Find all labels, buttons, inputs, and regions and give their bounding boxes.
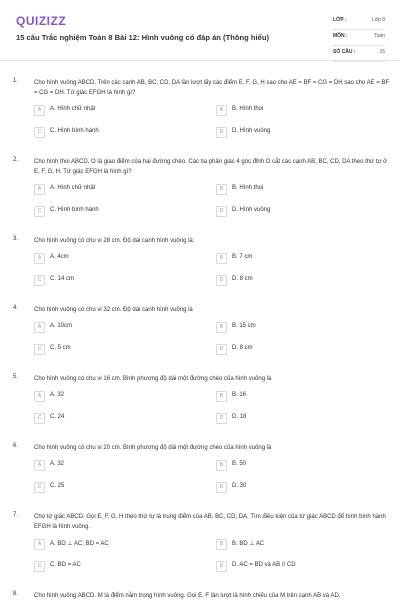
option-text: D. 30: [232, 483, 247, 489]
option-text: A. 4cm: [50, 254, 69, 260]
meta-row-class: [333, 14, 385, 30]
answer-options: [34, 253, 394, 297]
option-letter-box: B: [216, 105, 227, 116]
quizizz-logo: QUIZIZZ: [16, 14, 67, 28]
option-text: D. Hình vuông: [232, 207, 271, 213]
question-number: 2.: [13, 157, 19, 163]
question-text: Cho hình vuông có chu vi 28 cm. Độ dài cạnh hình vuông là:: [34, 238, 195, 244]
question-number: 6.: [13, 443, 19, 449]
answer-options: [34, 391, 394, 435]
option-letter-box: C: [34, 275, 45, 286]
option-text: A. Hình chữ nhật: [50, 106, 96, 112]
answer-options: [34, 539, 394, 583]
option-text: B. Hình thoi: [232, 185, 264, 191]
meta-value: 15: [379, 49, 385, 55]
question-4: [0, 305, 400, 366]
question-2: [0, 157, 400, 228]
option-text: B. BD ⊥ AC: [232, 541, 265, 547]
option-letter-box: C: [34, 127, 45, 138]
option-letter-box: A: [34, 391, 45, 402]
question-1: [0, 78, 400, 149]
question-number: 1.: [13, 78, 19, 84]
answer-options: [34, 322, 394, 366]
option-letter-box: C: [34, 482, 45, 493]
option-text: B. 16: [232, 392, 247, 398]
option-text: D. 18: [232, 414, 247, 420]
option-letter-box: A: [34, 539, 45, 550]
question-6: [0, 443, 400, 504]
question-3: [0, 236, 400, 297]
option-text: D. Hình vuông: [232, 128, 271, 134]
option-letter-box: D: [216, 561, 227, 572]
option-letter-box: C: [34, 413, 45, 424]
answer-options: [34, 460, 394, 504]
option-letter-box: A: [34, 105, 45, 116]
option-letter-box: A: [34, 184, 45, 195]
question-number: 7.: [13, 512, 19, 518]
option-text: C. 25: [50, 483, 65, 489]
option-text: A. BD ⊥ AC; BD = AC: [50, 541, 109, 547]
meta-row-subject: [333, 30, 385, 46]
option-letter-box: A: [34, 322, 45, 333]
question-text: Cho hình vuông có chu vi 32 cm. Độ dài cạnh hình vuông là: [34, 307, 193, 313]
option-letter-box: B: [216, 322, 227, 333]
meta-value: Lớp 8: [371, 17, 385, 23]
option-letter-box: B: [216, 391, 227, 402]
option-text: B. Hình thoi: [232, 106, 264, 112]
question-text: Cho hình thoi ABCD, O là giao điểm của hai đường chéo. Các tia phân giác 4 góc đỉnh O cắt các cạnh AB, BC, CD, DA theo thứ tự ở E, F, G, H. Tứ giác EFGH là hình gì?: [34, 159, 388, 175]
option-text: D. 8 cm: [232, 345, 253, 351]
option-letter-box: A: [34, 253, 45, 264]
question-text: Cho tứ giác ABCD. Gọi E, F, G, H theo thứ tự là trung điểm của AB, BC, CD, DA. Tìm điều kiện của tứ giác ABCD để hình bình hành EFGH là hình vuông.: [34, 514, 386, 530]
option-letter-box: D: [216, 344, 227, 355]
meta-label: LỚP :: [333, 17, 347, 23]
option-letter-box: D: [216, 127, 227, 138]
option-letter-box: A: [34, 460, 45, 471]
option-text: C. 24: [50, 414, 65, 420]
question-5: [0, 374, 400, 435]
question-7: [0, 512, 400, 583]
question-number: 5.: [13, 374, 19, 380]
meta-label: MÔN :: [333, 33, 348, 39]
option-letter-box: D: [216, 482, 227, 493]
meta-label: SỐ CÂU :: [333, 49, 356, 55]
option-text: B. 50: [232, 461, 247, 467]
option-letter-box: D: [216, 206, 227, 217]
option-text: D. 8 cm: [232, 276, 253, 282]
option-text: A. 10cm: [50, 323, 73, 329]
option-letter-box: B: [216, 253, 227, 264]
option-letter-box: C: [34, 344, 45, 355]
question-number: 4.: [13, 305, 19, 311]
option-letter-box: C: [34, 206, 45, 217]
question-text: Cho hình vuông ABCD. M là điểm nằm trong hình vuông. Gọi E, F lần lượt là hình chiếu của M trên cạnh AB và AD.: [34, 593, 341, 599]
answer-options: [34, 105, 394, 149]
question-8: [0, 591, 400, 600]
option-letter-box: B: [216, 539, 227, 550]
question-list: [0, 78, 400, 600]
option-letter-box: B: [216, 460, 227, 471]
option-text: D. AC = BD và AB // CD: [232, 562, 296, 568]
option-letter-box: D: [216, 275, 227, 286]
meta-row-count: [333, 46, 385, 62]
option-text: B. 7 cm: [232, 254, 253, 260]
option-text: B. 15 cm: [232, 323, 256, 329]
option-text: A. 32: [50, 461, 65, 467]
question-number: 3.: [13, 236, 19, 242]
worksheet-header: [0, 0, 400, 61]
option-text: C. 14 cm: [50, 276, 75, 282]
option-text: A. Hình chữ nhật: [50, 185, 96, 191]
meta-value: Toán: [374, 33, 385, 39]
worksheet-title: 15 câu Trắc nghiệm Toán 8 Bài 12: Hình vuông có đáp án (Thông hiểu): [16, 33, 270, 42]
question-text: Cho hình vuông ABCD. Trên các cạnh AB, BC, CD, DA lần lượt lấy các điểm E, F, G, H sao cho AE = BF = CG = DH sao cho AE = BF = CG = DH. Tứ giác EFGH là hình gì?: [34, 80, 390, 96]
option-letter-box: B: [216, 184, 227, 195]
question-text: Cho hình vuông có chu vi 20 cm. Bình phương độ dài một đường chéo của hình vuông là: [34, 445, 272, 451]
option-text: C. BD = AC: [50, 562, 81, 568]
option-text: C. Hình bình hành: [50, 128, 99, 134]
option-letter-box: C: [34, 561, 45, 572]
question-text: Cho hình vuông có chu vi 16 cm. Bình phương độ dài một đường chéo của hình vuông là: [34, 376, 272, 382]
option-text: C. Hình bình hành: [50, 207, 99, 213]
option-text: C. 5 cm: [50, 345, 71, 351]
option-letter-box: D: [216, 413, 227, 424]
answer-options: [34, 184, 394, 228]
question-number: 8.: [13, 591, 19, 597]
option-text: A. 32: [50, 392, 65, 398]
worksheet-meta: [333, 14, 385, 62]
